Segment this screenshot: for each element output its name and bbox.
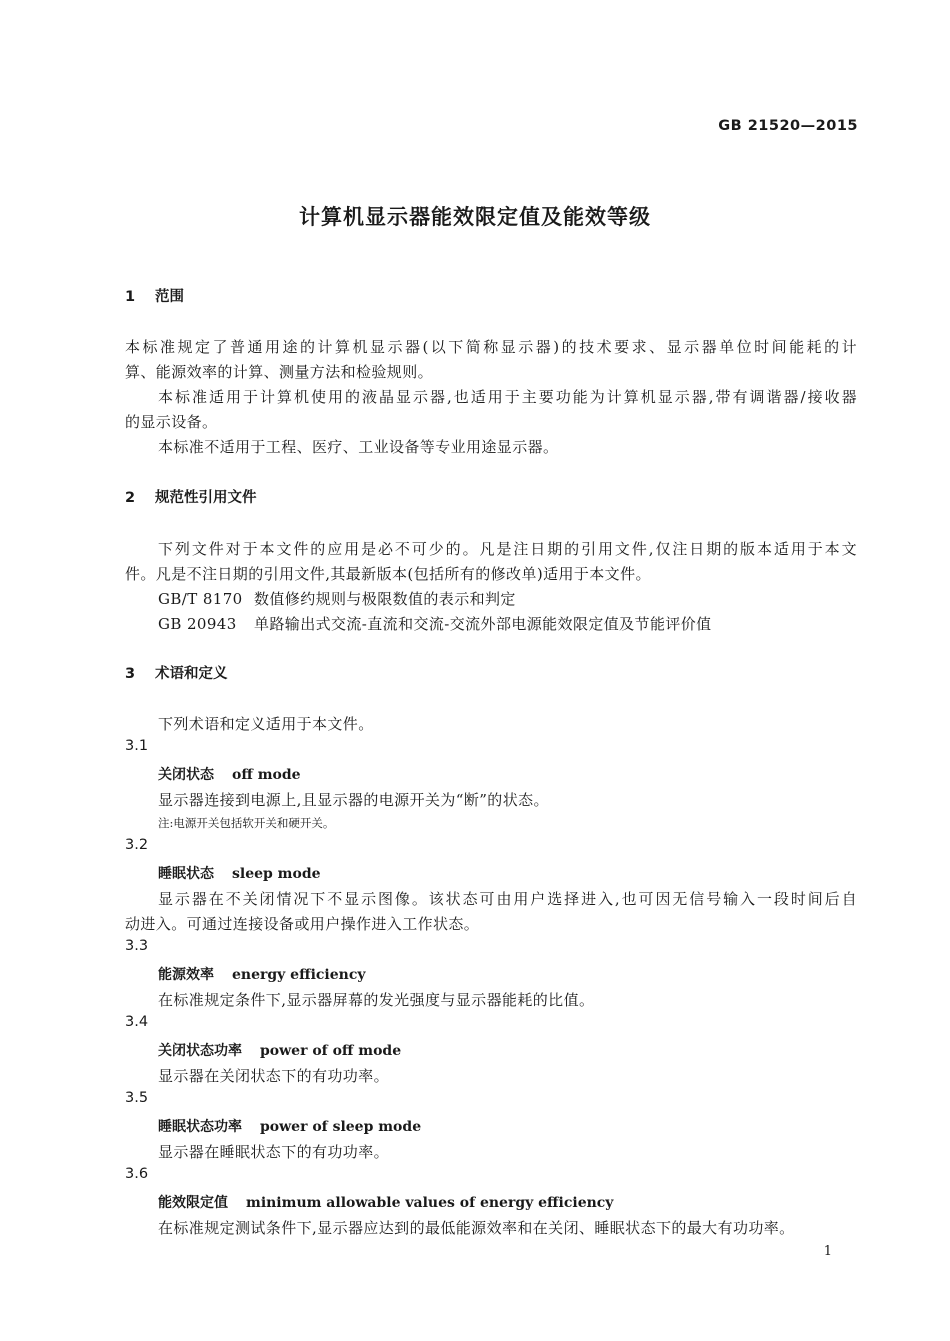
term-number: 3.3 bbox=[125, 938, 149, 954]
term-name bbox=[158, 764, 301, 784]
section-title: 范围 bbox=[155, 289, 184, 305]
reference-title: 单路输出式交流-直流和交流-交流外部电源能效限定值及节能评价值 bbox=[254, 615, 712, 633]
term-number: 3.5 bbox=[125, 1090, 149, 1106]
term-name-zh: 能源效率 bbox=[158, 967, 214, 983]
term-number: 3.2 bbox=[125, 837, 149, 853]
term-name-en: power of off mode bbox=[260, 1043, 402, 1059]
s1-para2-line2: 的显示设备。 bbox=[125, 413, 218, 431]
section-number: 2 bbox=[125, 490, 136, 506]
term-name bbox=[158, 964, 365, 984]
term-name-zh: 能效限定值 bbox=[158, 1195, 228, 1211]
term-number: 3.6 bbox=[125, 1166, 149, 1182]
reference-title: 数值修约规则与极限数值的表示和判定 bbox=[254, 590, 516, 608]
document-title: 计算机显示器能效限定值及能效等级 bbox=[299, 205, 651, 229]
page-number: 1 bbox=[823, 1244, 832, 1259]
section-number: 3 bbox=[125, 666, 136, 682]
section-title: 规范性引用文件 bbox=[155, 490, 257, 506]
section-number: 1 bbox=[125, 289, 136, 305]
term-definition-line2: 动进入。可通过连接设备或用户操作进入工作状态。 bbox=[125, 915, 480, 933]
section-3-heading bbox=[125, 662, 228, 683]
s1-para2-line1: 本标准适用于计算机使用的液晶显示器,也适用于主要功能为计算机显示器,带有调谐器/接收器 bbox=[158, 388, 857, 406]
section-title: 术语和定义 bbox=[155, 666, 228, 682]
term-name-en: off mode bbox=[232, 767, 301, 783]
term-definition-line1: 显示器在不关闭情况下不显示图像。该状态可由用户选择进入,也可因无信号输入一段时间后自 bbox=[158, 890, 857, 908]
term-definition: 显示器在关闭状态下的有功功率。 bbox=[158, 1067, 390, 1085]
term-definition: 在标准规定条件下,显示器屏幕的发光强度与显示器能耗的比值。 bbox=[158, 991, 595, 1009]
term-name bbox=[158, 863, 321, 883]
term-definition: 在标准规定测试条件下,显示器应达到的最低能源效率和在关闭、睡眠状态下的最大有功功率。 bbox=[158, 1219, 795, 1237]
s2-para1-line2: 件。凡是不注日期的引用文件,其最新版本(包括所有的修改单)适用于本文件。 bbox=[125, 565, 651, 583]
term-name-zh: 睡眠状态功率 bbox=[158, 1119, 242, 1135]
reference-code: GB 20943 bbox=[158, 615, 237, 633]
reference-code: GB/T 8170 bbox=[158, 590, 243, 608]
section-2-heading bbox=[125, 486, 257, 507]
term-number: 3.1 bbox=[125, 738, 149, 754]
term-number: 3.4 bbox=[125, 1014, 149, 1030]
term-name bbox=[158, 1116, 421, 1136]
section-1-heading bbox=[125, 285, 184, 306]
normative-reference bbox=[158, 588, 516, 609]
term-name-en: sleep mode bbox=[232, 866, 321, 882]
standard-code: GB 21520—2015 bbox=[718, 118, 858, 134]
term-name-zh: 关闭状态 bbox=[158, 767, 214, 783]
s1-para1-line1: 本标准规定了普通用途的计算机显示器(以下简称显示器)的技术要求、显示器单位时间能耗的计 bbox=[125, 338, 857, 356]
term-name-zh: 睡眠状态 bbox=[158, 866, 214, 882]
term-note: 注:电源开关包括软开关和硬开关。 bbox=[158, 816, 335, 830]
term-name bbox=[158, 1040, 401, 1060]
normative-reference bbox=[158, 613, 712, 634]
s1-para3: 本标准不适用于工程、医疗、工业设备等专业用途显示器。 bbox=[158, 438, 559, 456]
s2-para1-line1: 下列文件对于本文件的应用是必不可少的。凡是注日期的引用文件,仅注日期的版本适用于本文 bbox=[158, 540, 857, 558]
term-definition: 显示器在睡眠状态下的有功功率。 bbox=[158, 1143, 390, 1161]
s1-para1-line2: 算、能源效率的计算、测量方法和检验规则。 bbox=[125, 363, 434, 381]
s3-intro: 下列术语和定义适用于本文件。 bbox=[158, 715, 374, 733]
term-name bbox=[158, 1192, 613, 1212]
term-name-en: minimum allowable values of energy efficiency bbox=[246, 1195, 614, 1211]
term-definition: 显示器连接到电源上,且显示器的电源开关为“断”的状态。 bbox=[158, 791, 549, 809]
term-name-en: energy efficiency bbox=[232, 967, 366, 983]
term-name-en: power of sleep mode bbox=[260, 1119, 422, 1135]
term-name-zh: 关闭状态功率 bbox=[158, 1043, 242, 1059]
